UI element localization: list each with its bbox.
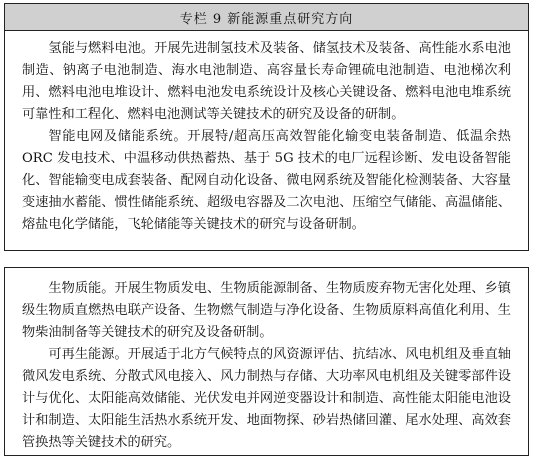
paragraph-biomass: 生物质能。开展生物质发电、生物质能源制备、生物质废弃物无害化处理、乡镇级生物质直燃热电联产设备、生物燃气制造与净化设备、生物质原料高值化利用、生物柴油制备等关键技术的研究及设备研制。 <box>22 281 511 340</box>
feature-box-title: 专栏 9 新能源重点研究方向 <box>5 4 528 31</box>
paragraph-smart-grid-storage: 智能电网及储能系统。开展特/超高压高效智能化输变电装备制造、低温余热 ORC 发电技术、中温移动供热蓄热、基于 5G 技术的电厂远程诊断、发电设备智能化、智能输变电成套装备、配网自动化设备、微电网系统及智能化检测装备、大容量变速抽水蓄能、惯性储能系统、超级电容器及二次电池、压缩空气储能、高温储能、熔盐电化学储能，飞轮储能等关键技术的研究与设备研制。 <box>22 129 511 232</box>
feature-box-content <box>5 268 528 454</box>
feature-box-content <box>5 31 528 236</box>
feature-box-continued <box>4 267 529 456</box>
paragraph-renewable-energy: 可再生能源。开展适于北方气候特点的风资源评估、抗结冰、风电机组及垂直轴微风发电系统、分散式风电接入、风力制热与存储、大功率风电机组及关键零部件设计与优化、太阳能高效储能、光伏发电并网逆变器设计和制造、高性能太阳能电池设计和制造、太阳能生活热水系统开发、地面物探、砂岩热储回灌、尾水处理、高效套管换热等关键技术的研究。 <box>22 347 511 450</box>
feature-box-new-energy <box>4 3 529 251</box>
paragraph-hydrogen-fuel-cell: 氢能与燃料电池。开展先进制氢技术及装备、储氢技术及装备、高性能水系电池制造、钠离子电池制造、海水电池制造、高容量长寿命锂硫电池制造、电池梯次利用、燃料电池电堆设计、燃料电池发电系统设计及核心关键设备、燃料电池电堆系统可靠性和工程化、燃料电池测试等关键技术的研究及设备的研制。 <box>22 41 511 122</box>
